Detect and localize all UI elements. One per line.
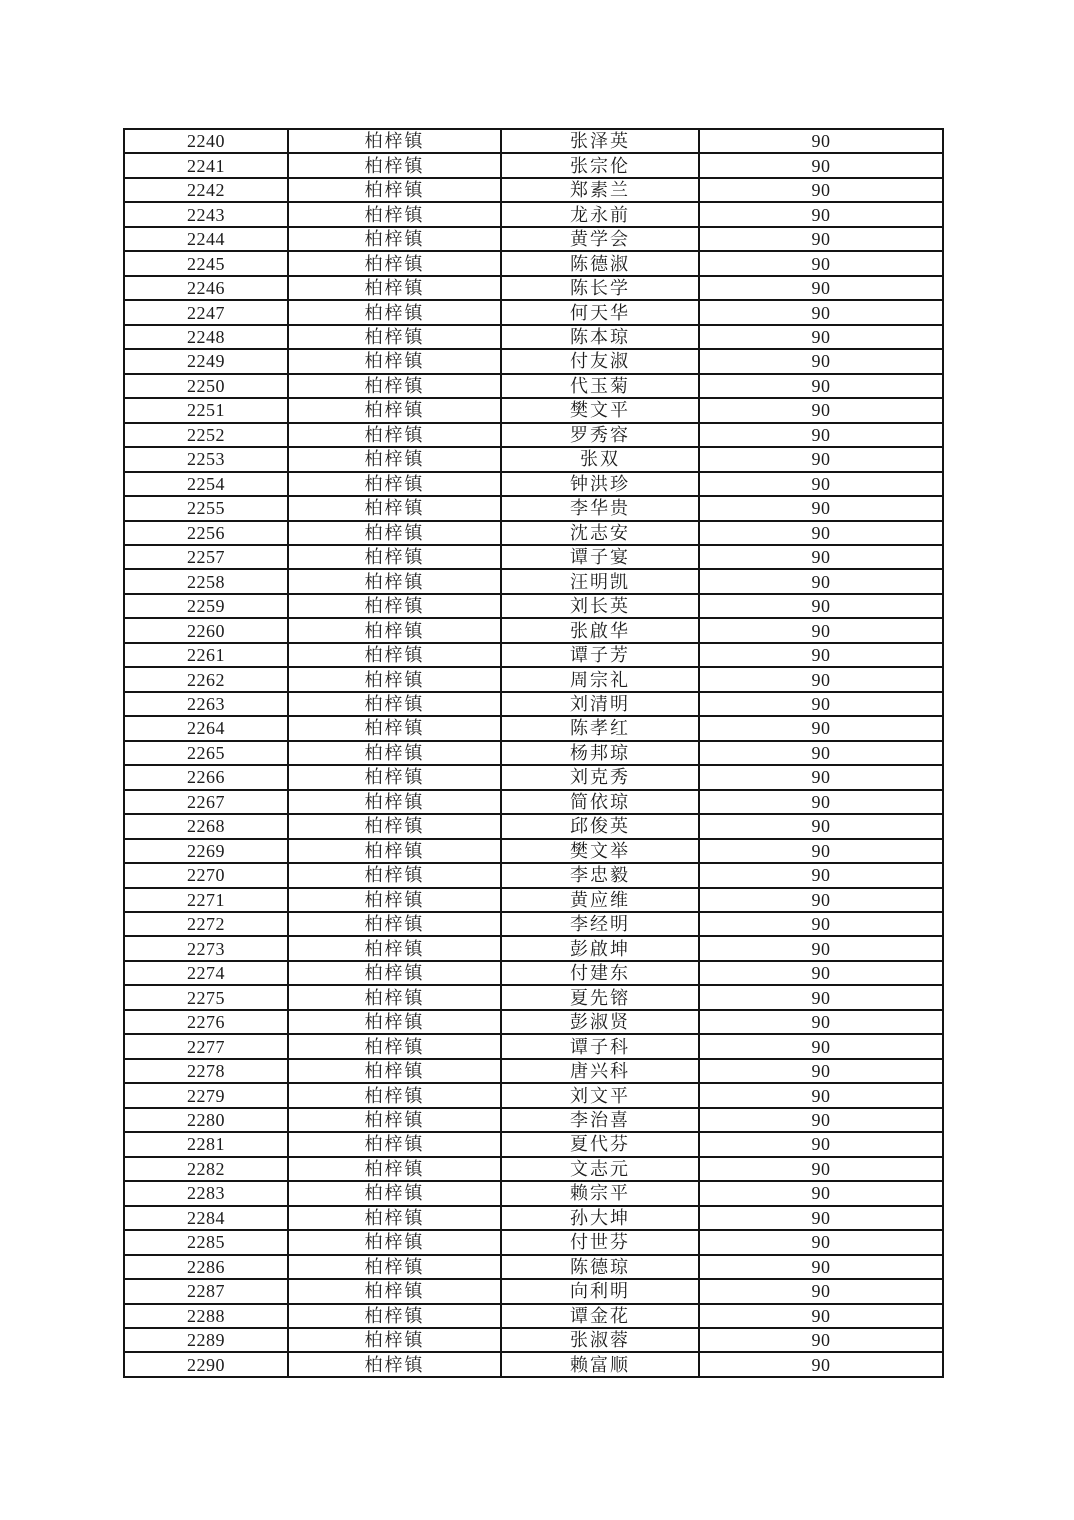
town-cell: 柏梓镇 bbox=[288, 423, 501, 447]
table-row bbox=[124, 863, 943, 887]
name-cell: 樊文平 bbox=[501, 398, 699, 422]
name-cell: 邱俊英 bbox=[501, 814, 699, 838]
name-cell: 刘文平 bbox=[501, 1083, 699, 1107]
table-row bbox=[124, 814, 943, 838]
serial-cell: 2267 bbox=[124, 790, 288, 814]
serial-cell: 2288 bbox=[124, 1304, 288, 1328]
town-cell: 柏梓镇 bbox=[288, 1034, 501, 1058]
name-cell: 付友淑 bbox=[501, 349, 699, 373]
serial-cell: 2257 bbox=[124, 545, 288, 569]
town-cell: 柏梓镇 bbox=[288, 496, 501, 520]
score-cell: 90 bbox=[699, 618, 943, 642]
town-cell: 柏梓镇 bbox=[288, 1010, 501, 1034]
name-cell: 谭金花 bbox=[501, 1304, 699, 1328]
score-cell: 90 bbox=[699, 594, 943, 618]
table-row bbox=[124, 1132, 943, 1156]
town-cell: 柏梓镇 bbox=[288, 1132, 501, 1156]
name-cell: 彭啟坤 bbox=[501, 936, 699, 960]
table-row bbox=[124, 961, 943, 985]
serial-cell: 2249 bbox=[124, 349, 288, 373]
table-row bbox=[124, 1255, 943, 1279]
table-row bbox=[124, 1181, 943, 1205]
name-cell: 付建东 bbox=[501, 961, 699, 985]
table-row bbox=[124, 912, 943, 936]
name-cell: 龙永前 bbox=[501, 202, 699, 226]
score-cell: 90 bbox=[699, 1034, 943, 1058]
serial-cell: 2255 bbox=[124, 496, 288, 520]
town-cell: 柏梓镇 bbox=[288, 1352, 501, 1377]
serial-cell: 2286 bbox=[124, 1255, 288, 1279]
name-cell: 唐兴科 bbox=[501, 1059, 699, 1083]
name-cell: 郑素兰 bbox=[501, 178, 699, 202]
score-cell: 90 bbox=[699, 1083, 943, 1107]
name-cell: 陈长学 bbox=[501, 276, 699, 300]
town-cell: 柏梓镇 bbox=[288, 888, 501, 912]
table-row bbox=[124, 888, 943, 912]
score-cell: 90 bbox=[699, 1059, 943, 1083]
score-cell: 90 bbox=[699, 1328, 943, 1352]
town-cell: 柏梓镇 bbox=[288, 618, 501, 642]
town-cell: 柏梓镇 bbox=[288, 251, 501, 275]
town-cell: 柏梓镇 bbox=[288, 1328, 501, 1352]
name-cell: 李华贵 bbox=[501, 496, 699, 520]
serial-cell: 2282 bbox=[124, 1157, 288, 1181]
score-cell: 90 bbox=[699, 1352, 943, 1377]
town-cell: 柏梓镇 bbox=[288, 692, 501, 716]
town-cell: 柏梓镇 bbox=[288, 1206, 501, 1230]
serial-cell: 2260 bbox=[124, 618, 288, 642]
score-cell: 90 bbox=[699, 985, 943, 1009]
serial-cell: 2270 bbox=[124, 863, 288, 887]
table-row bbox=[124, 521, 943, 545]
name-cell: 张双 bbox=[501, 447, 699, 471]
serial-cell: 2253 bbox=[124, 447, 288, 471]
name-cell: 黄学会 bbox=[501, 227, 699, 251]
serial-cell: 2264 bbox=[124, 716, 288, 740]
name-cell: 向利明 bbox=[501, 1279, 699, 1303]
score-cell: 90 bbox=[699, 129, 943, 153]
town-cell: 柏梓镇 bbox=[288, 1230, 501, 1254]
score-cell: 90 bbox=[699, 961, 943, 985]
town-cell: 柏梓镇 bbox=[288, 472, 501, 496]
town-cell: 柏梓镇 bbox=[288, 1157, 501, 1181]
name-cell: 杨邦琼 bbox=[501, 741, 699, 765]
name-cell: 夏代芬 bbox=[501, 1132, 699, 1156]
name-cell: 谭子科 bbox=[501, 1034, 699, 1058]
town-cell: 柏梓镇 bbox=[288, 1304, 501, 1328]
table-row bbox=[124, 423, 943, 447]
serial-cell: 2279 bbox=[124, 1083, 288, 1107]
name-cell: 赖宗平 bbox=[501, 1181, 699, 1205]
score-cell: 90 bbox=[699, 1108, 943, 1132]
table-row bbox=[124, 227, 943, 251]
town-cell: 柏梓镇 bbox=[288, 1083, 501, 1107]
table-row bbox=[124, 300, 943, 324]
serial-cell: 2248 bbox=[124, 325, 288, 349]
table-row bbox=[124, 1108, 943, 1132]
table-row bbox=[124, 1304, 943, 1328]
name-cell: 沈志安 bbox=[501, 521, 699, 545]
name-cell: 陈德淑 bbox=[501, 251, 699, 275]
serial-cell: 2287 bbox=[124, 1279, 288, 1303]
town-cell: 柏梓镇 bbox=[288, 447, 501, 471]
serial-cell: 2272 bbox=[124, 912, 288, 936]
name-cell: 李忠毅 bbox=[501, 863, 699, 887]
serial-cell: 2281 bbox=[124, 1132, 288, 1156]
table-row bbox=[124, 1230, 943, 1254]
table-row bbox=[124, 349, 943, 373]
score-cell: 90 bbox=[699, 496, 943, 520]
table-row bbox=[124, 251, 943, 275]
table-row bbox=[124, 839, 943, 863]
score-cell: 90 bbox=[699, 888, 943, 912]
table-row bbox=[124, 741, 943, 765]
serial-cell: 2268 bbox=[124, 814, 288, 838]
table-row bbox=[124, 936, 943, 960]
serial-cell: 2242 bbox=[124, 178, 288, 202]
town-cell: 柏梓镇 bbox=[288, 790, 501, 814]
serial-cell: 2269 bbox=[124, 839, 288, 863]
serial-cell: 2259 bbox=[124, 594, 288, 618]
name-cell: 张宗伦 bbox=[501, 153, 699, 177]
table-row bbox=[124, 790, 943, 814]
results-table-body bbox=[124, 129, 943, 1377]
table-row bbox=[124, 1083, 943, 1107]
name-cell: 何天华 bbox=[501, 300, 699, 324]
name-cell: 赖富顺 bbox=[501, 1352, 699, 1377]
serial-cell: 2261 bbox=[124, 643, 288, 667]
table-row bbox=[124, 667, 943, 691]
table-row bbox=[124, 1352, 943, 1377]
score-cell: 90 bbox=[699, 741, 943, 765]
score-cell: 90 bbox=[699, 178, 943, 202]
table-row bbox=[124, 1034, 943, 1058]
name-cell: 张泽英 bbox=[501, 129, 699, 153]
name-cell: 黄应维 bbox=[501, 888, 699, 912]
name-cell: 张淑蓉 bbox=[501, 1328, 699, 1352]
town-cell: 柏梓镇 bbox=[288, 643, 501, 667]
table-row bbox=[124, 447, 943, 471]
town-cell: 柏梓镇 bbox=[288, 1255, 501, 1279]
serial-cell: 2271 bbox=[124, 888, 288, 912]
town-cell: 柏梓镇 bbox=[288, 325, 501, 349]
table-row bbox=[124, 716, 943, 740]
serial-cell: 2245 bbox=[124, 251, 288, 275]
serial-cell: 2243 bbox=[124, 202, 288, 226]
score-cell: 90 bbox=[699, 153, 943, 177]
town-cell: 柏梓镇 bbox=[288, 227, 501, 251]
score-cell: 90 bbox=[699, 1181, 943, 1205]
serial-cell: 2283 bbox=[124, 1181, 288, 1205]
serial-cell: 2289 bbox=[124, 1328, 288, 1352]
score-cell: 90 bbox=[699, 1132, 943, 1156]
serial-cell: 2290 bbox=[124, 1352, 288, 1377]
table-row bbox=[124, 692, 943, 716]
score-cell: 90 bbox=[699, 1230, 943, 1254]
town-cell: 柏梓镇 bbox=[288, 863, 501, 887]
name-cell: 汪明凯 bbox=[501, 569, 699, 593]
serial-cell: 2273 bbox=[124, 936, 288, 960]
table-row bbox=[124, 202, 943, 226]
town-cell: 柏梓镇 bbox=[288, 545, 501, 569]
table-row bbox=[124, 325, 943, 349]
name-cell: 代玉菊 bbox=[501, 374, 699, 398]
score-cell: 90 bbox=[699, 1304, 943, 1328]
name-cell: 付世芬 bbox=[501, 1230, 699, 1254]
name-cell: 樊文举 bbox=[501, 839, 699, 863]
score-cell: 90 bbox=[699, 202, 943, 226]
town-cell: 柏梓镇 bbox=[288, 716, 501, 740]
name-cell: 陈孝红 bbox=[501, 716, 699, 740]
score-cell: 90 bbox=[699, 545, 943, 569]
table-row bbox=[124, 643, 943, 667]
table-row bbox=[124, 594, 943, 618]
table-row bbox=[124, 496, 943, 520]
name-cell: 钟洪珍 bbox=[501, 472, 699, 496]
town-cell: 柏梓镇 bbox=[288, 1181, 501, 1205]
town-cell: 柏梓镇 bbox=[288, 178, 501, 202]
name-cell: 罗秀容 bbox=[501, 423, 699, 447]
town-cell: 柏梓镇 bbox=[288, 839, 501, 863]
town-cell: 柏梓镇 bbox=[288, 569, 501, 593]
town-cell: 柏梓镇 bbox=[288, 1059, 501, 1083]
table-row bbox=[124, 1328, 943, 1352]
name-cell: 李经明 bbox=[501, 912, 699, 936]
table-row bbox=[124, 569, 943, 593]
town-cell: 柏梓镇 bbox=[288, 741, 501, 765]
table-row bbox=[124, 985, 943, 1009]
score-cell: 90 bbox=[699, 1206, 943, 1230]
name-cell: 刘克秀 bbox=[501, 765, 699, 789]
serial-cell: 2244 bbox=[124, 227, 288, 251]
results-table bbox=[123, 128, 944, 1378]
name-cell: 刘清明 bbox=[501, 692, 699, 716]
table-row bbox=[124, 178, 943, 202]
name-cell: 刘长英 bbox=[501, 594, 699, 618]
table-row bbox=[124, 618, 943, 642]
table-row bbox=[124, 1157, 943, 1181]
score-cell: 90 bbox=[699, 1255, 943, 1279]
score-cell: 90 bbox=[699, 374, 943, 398]
serial-cell: 2280 bbox=[124, 1108, 288, 1132]
serial-cell: 2250 bbox=[124, 374, 288, 398]
table-row bbox=[124, 545, 943, 569]
town-cell: 柏梓镇 bbox=[288, 667, 501, 691]
town-cell: 柏梓镇 bbox=[288, 129, 501, 153]
serial-cell: 2285 bbox=[124, 1230, 288, 1254]
name-cell: 孙大坤 bbox=[501, 1206, 699, 1230]
table-row bbox=[124, 276, 943, 300]
serial-cell: 2241 bbox=[124, 153, 288, 177]
score-cell: 90 bbox=[699, 1010, 943, 1034]
score-cell: 90 bbox=[699, 325, 943, 349]
town-cell: 柏梓镇 bbox=[288, 1108, 501, 1132]
serial-cell: 2265 bbox=[124, 741, 288, 765]
serial-cell: 2262 bbox=[124, 667, 288, 691]
town-cell: 柏梓镇 bbox=[288, 300, 501, 324]
town-cell: 柏梓镇 bbox=[288, 153, 501, 177]
serial-cell: 2274 bbox=[124, 961, 288, 985]
score-cell: 90 bbox=[699, 1157, 943, 1181]
table-row bbox=[124, 765, 943, 789]
serial-cell: 2277 bbox=[124, 1034, 288, 1058]
town-cell: 柏梓镇 bbox=[288, 374, 501, 398]
name-cell: 陈德琼 bbox=[501, 1255, 699, 1279]
serial-cell: 2258 bbox=[124, 569, 288, 593]
serial-cell: 2266 bbox=[124, 765, 288, 789]
town-cell: 柏梓镇 bbox=[288, 765, 501, 789]
town-cell: 柏梓镇 bbox=[288, 202, 501, 226]
table-row bbox=[124, 153, 943, 177]
table-row bbox=[124, 1279, 943, 1303]
town-cell: 柏梓镇 bbox=[288, 936, 501, 960]
name-cell: 文志元 bbox=[501, 1157, 699, 1181]
score-cell: 90 bbox=[699, 790, 943, 814]
table-row bbox=[124, 398, 943, 422]
name-cell: 陈本琼 bbox=[501, 325, 699, 349]
name-cell: 谭子芳 bbox=[501, 643, 699, 667]
score-cell: 90 bbox=[699, 423, 943, 447]
table-row bbox=[124, 1206, 943, 1230]
serial-cell: 2276 bbox=[124, 1010, 288, 1034]
score-cell: 90 bbox=[699, 251, 943, 275]
score-cell: 90 bbox=[699, 765, 943, 789]
serial-cell: 2254 bbox=[124, 472, 288, 496]
serial-cell: 2247 bbox=[124, 300, 288, 324]
serial-cell: 2251 bbox=[124, 398, 288, 422]
serial-cell: 2278 bbox=[124, 1059, 288, 1083]
name-cell: 彭淑贤 bbox=[501, 1010, 699, 1034]
name-cell: 周宗礼 bbox=[501, 667, 699, 691]
table-row bbox=[124, 1059, 943, 1083]
town-cell: 柏梓镇 bbox=[288, 521, 501, 545]
name-cell: 简依琼 bbox=[501, 790, 699, 814]
serial-cell: 2246 bbox=[124, 276, 288, 300]
town-cell: 柏梓镇 bbox=[288, 594, 501, 618]
score-cell: 90 bbox=[699, 863, 943, 887]
score-cell: 90 bbox=[699, 521, 943, 545]
town-cell: 柏梓镇 bbox=[288, 985, 501, 1009]
score-cell: 90 bbox=[699, 300, 943, 324]
serial-cell: 2284 bbox=[124, 1206, 288, 1230]
score-cell: 90 bbox=[699, 643, 943, 667]
serial-cell: 2240 bbox=[124, 129, 288, 153]
name-cell: 夏先镕 bbox=[501, 985, 699, 1009]
table-row bbox=[124, 1010, 943, 1034]
score-cell: 90 bbox=[699, 667, 943, 691]
name-cell: 张啟华 bbox=[501, 618, 699, 642]
name-cell: 李治喜 bbox=[501, 1108, 699, 1132]
score-cell: 90 bbox=[699, 839, 943, 863]
score-cell: 90 bbox=[699, 276, 943, 300]
serial-cell: 2252 bbox=[124, 423, 288, 447]
town-cell: 柏梓镇 bbox=[288, 349, 501, 373]
town-cell: 柏梓镇 bbox=[288, 1279, 501, 1303]
table-row bbox=[124, 374, 943, 398]
table-row bbox=[124, 472, 943, 496]
town-cell: 柏梓镇 bbox=[288, 814, 501, 838]
serial-cell: 2256 bbox=[124, 521, 288, 545]
score-cell: 90 bbox=[699, 936, 943, 960]
town-cell: 柏梓镇 bbox=[288, 276, 501, 300]
score-cell: 90 bbox=[699, 472, 943, 496]
score-cell: 90 bbox=[699, 349, 943, 373]
town-cell: 柏梓镇 bbox=[288, 398, 501, 422]
town-cell: 柏梓镇 bbox=[288, 961, 501, 985]
serial-cell: 2275 bbox=[124, 985, 288, 1009]
town-cell: 柏梓镇 bbox=[288, 912, 501, 936]
score-cell: 90 bbox=[699, 912, 943, 936]
score-cell: 90 bbox=[699, 447, 943, 471]
score-cell: 90 bbox=[699, 398, 943, 422]
table-row bbox=[124, 129, 943, 153]
score-cell: 90 bbox=[699, 1279, 943, 1303]
score-cell: 90 bbox=[699, 569, 943, 593]
score-cell: 90 bbox=[699, 227, 943, 251]
serial-cell: 2263 bbox=[124, 692, 288, 716]
score-cell: 90 bbox=[699, 716, 943, 740]
score-cell: 90 bbox=[699, 692, 943, 716]
score-cell: 90 bbox=[699, 814, 943, 838]
name-cell: 谭子宴 bbox=[501, 545, 699, 569]
